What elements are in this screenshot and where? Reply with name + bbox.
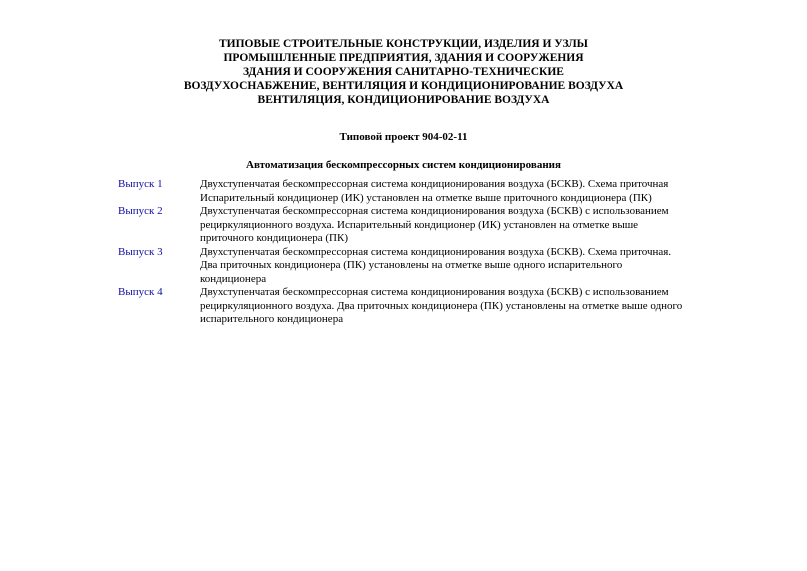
issue-link-3[interactable]: Выпуск 3	[118, 245, 163, 258]
issue-description-line: Двухступенчатая бескомпрессорная система кондиционирования воздуха (БСКВ). Схема приточная	[200, 178, 669, 190]
issue-description-line: Двухступенчатая бескомпрессорная система кондиционирования воздуха (БСКВ) с использованием	[200, 286, 669, 298]
issue-description-4	[200, 286, 738, 327]
project-title: Типовой проект 904-02-11	[339, 131, 468, 143]
issue-description-line: кондиционера	[200, 272, 267, 285]
header-line-2: ПРОМЫШЛЕННЫЕ ПРЕДПРИЯТИЯ, ЗДАНИЯ И СООРУЖЕНИЯ	[223, 52, 584, 64]
issue-item-1	[118, 178, 738, 205]
issue-description-line: рециркуляционного воздуха. Два приточных кондиционера (ПК) установлены на отметке выше одного	[200, 299, 683, 312]
issue-description-2	[200, 205, 738, 246]
project-subtitle: Автоматизация бескомпрессорных систем кондиционирования	[246, 159, 561, 171]
header-line-1: ТИПОВЫЕ СТРОИТЕЛЬНЫЕ КОНСТРУКЦИИ, ИЗДЕЛИЯ И УЗЛЫ	[219, 38, 588, 50]
issue-description-line: Испарительный кондиционер (ИК) установлен на отметке выше приточного кондиционера (ПК)	[200, 191, 652, 204]
issue-link-1[interactable]: Выпуск 1	[118, 178, 163, 190]
issues-list	[118, 178, 738, 327]
issue-description-line: Два приточных кондиционера (ПК) установлены на отметке выше одного испарительного	[200, 259, 623, 271]
issue-item-4	[118, 286, 738, 327]
header-line-3: ЗДАНИЯ И СООРУЖЕНИЯ САНИТАРНО-ТЕХНИЧЕСКИЕ	[243, 66, 564, 78]
issue-description-3	[200, 246, 738, 287]
header-line-4: ВОЗДУХОСНАБЖЕНИЕ, ВЕНТИЛЯЦИЯ И КОНДИЦИОНИРОВАНИЕ ВОЗДУХА	[183, 80, 624, 92]
issue-description-line: испарительного кондиционера	[200, 313, 344, 325]
issue-description-line: рециркуляционного воздуха. Испарительный кондиционер (ИК) установлен на отметке выше	[200, 218, 639, 231]
issue-description-line: Двухступенчатая бескомпрессорная система кондиционирования воздуха (БСКВ). Схема приточная.	[200, 245, 672, 258]
issue-item-3	[118, 246, 738, 287]
issue-description-line: Двухступенчатая бескомпрессорная система кондиционирования воздуха (БСКВ) с использованием	[200, 205, 669, 217]
issue-description-line: приточного кондиционера (ПК)	[200, 232, 348, 244]
issue-link-4[interactable]: Выпуск 4	[118, 286, 163, 298]
issue-item-2	[118, 205, 738, 246]
header-line-5: ВЕНТИЛЯЦИЯ, КОНДИЦИОНИРОВАНИЕ ВОЗДУХА	[257, 94, 550, 106]
issue-description-1	[200, 178, 738, 205]
issue-link-2[interactable]: Выпуск 2	[118, 205, 163, 217]
document-header	[0, 37, 807, 107]
